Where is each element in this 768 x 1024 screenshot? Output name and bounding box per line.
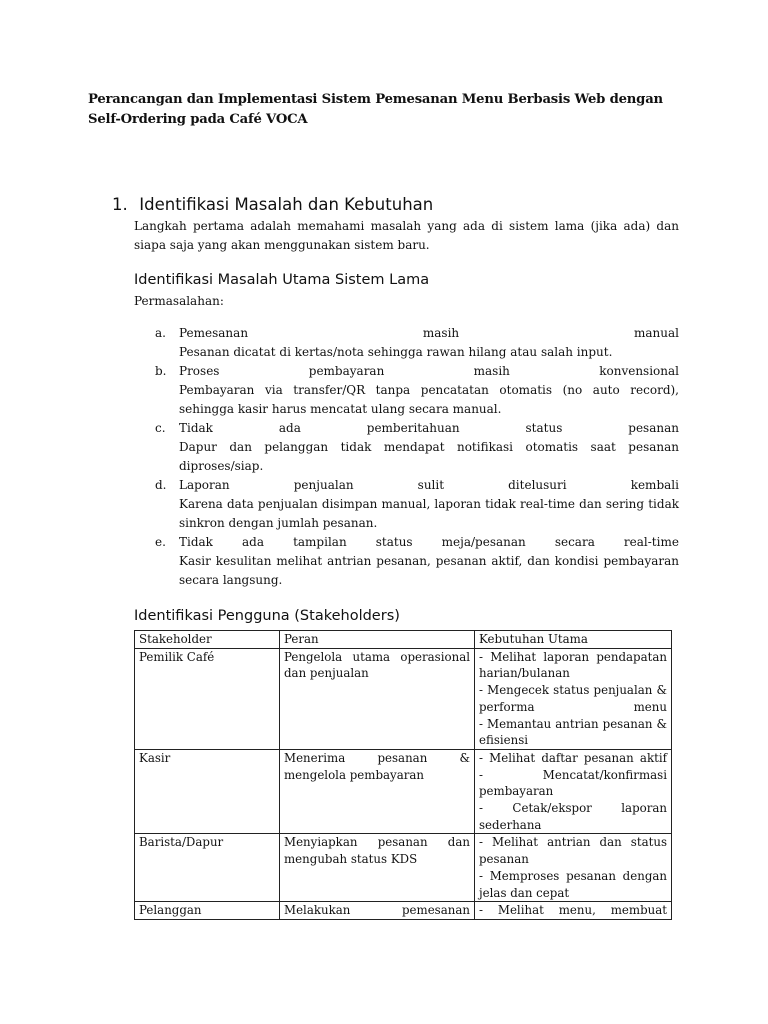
- item-head-word: konvensional: [599, 364, 679, 378]
- item-head-word: penjualan: [293, 478, 354, 492]
- item-head: [179, 324, 679, 343]
- list-marker: b.: [155, 364, 167, 378]
- item-head-word: Tidak: [179, 535, 213, 549]
- cell-line: - Memproses pesanan dengan: [479, 868, 667, 883]
- item-head-word: Laporan: [179, 478, 230, 492]
- list-item: [134, 533, 679, 590]
- document-title: Perancangan dan Implementasi Sistem Pemesanan Menu Berbasis Web dengan Self-Ordering pada Café VOCA: [88, 92, 663, 127]
- stakeholder-table: [134, 630, 672, 920]
- section-intro: Langkah pertama adalah memahami masalah yang ada di sistem lama (jika ada) dan siapa saja yang akan menggunakan sistem baru.: [134, 219, 679, 252]
- cell-line: - Melihat menu, membuat: [479, 903, 667, 918]
- table-row: [135, 834, 672, 902]
- column-header: Peran: [280, 631, 475, 649]
- item-description: Kasir kesulitan melihat antrian pesanan, pesanan aktif, dan kondisi pembayaran secara langsung.: [179, 554, 679, 587]
- item-head-word: meja/pesanan: [441, 535, 526, 549]
- table-header-row: [135, 631, 672, 649]
- cell-line: efisiensi: [479, 733, 529, 748]
- table-row: [135, 749, 672, 834]
- cell-line: - Melihat laporan pendapatan: [479, 649, 667, 664]
- list-item: [134, 476, 679, 533]
- cell-line: mengubah status KDS: [284, 852, 418, 867]
- column-header: Kebutuhan Utama: [475, 631, 672, 649]
- item-head-word: Proses: [179, 364, 220, 378]
- needs-cell: [475, 648, 672, 749]
- item-description: Karena data penjualan disimpan manual, laporan tidak real-time dan sering tidak sinkron dengan jumlah pesanan.: [179, 497, 679, 530]
- item-head: [179, 362, 679, 381]
- cell-line: Pengelola utama operasional: [284, 649, 470, 664]
- cell-line: - Mencatat/konfirmasi: [479, 767, 667, 782]
- list-marker: e.: [155, 535, 166, 549]
- item-head-word: manual: [634, 326, 679, 340]
- role-cell: [280, 902, 475, 920]
- item-head-word: pembayaran: [308, 364, 385, 378]
- section-heading: [112, 194, 433, 216]
- item-head: [179, 419, 679, 438]
- item-head-word: pesanan: [628, 421, 679, 435]
- item-head: [179, 533, 679, 552]
- role-cell: [280, 834, 475, 902]
- cell-line: jelas dan cepat: [479, 885, 570, 900]
- subsection-heading-problems: Identifikasi Masalah Utama Sistem Lama: [134, 272, 430, 288]
- cell-line: performa menu: [479, 699, 667, 714]
- item-head-word: kembali: [630, 478, 679, 492]
- cell-line: pesanan: [479, 852, 529, 867]
- stakeholder-cell: Pelanggan: [135, 902, 280, 920]
- item-head-word: status: [375, 535, 413, 549]
- item-head-word: tampilan: [293, 535, 347, 549]
- cell-line: - Cetak/ekspor laporan: [479, 801, 667, 816]
- cell-line: pembayaran: [479, 784, 554, 799]
- section-number: 1.: [112, 195, 128, 214]
- item-head-word: Pemesanan: [179, 326, 249, 340]
- table-row: [135, 902, 672, 920]
- problems-label: Permasalahan:: [134, 294, 224, 308]
- item-head-word: secara: [554, 535, 595, 549]
- list-marker: d.: [155, 478, 167, 492]
- list-marker: c.: [155, 421, 166, 435]
- list-item: [134, 324, 679, 362]
- cell-line: Menyiapkan pesanan dan: [284, 835, 470, 850]
- item-head-word: masih: [473, 364, 510, 378]
- cell-line: harian/bulanan: [479, 666, 570, 681]
- item-description: Pembayaran via transfer/QR tanpa pencatatan otomatis (no auto record), sehingga kasir harus mencatat ulang secara manual.: [179, 383, 679, 416]
- item-head-word: real-time: [623, 535, 679, 549]
- section-title: Identifikasi Masalah dan Kebutuhan: [139, 195, 434, 214]
- item-head: [179, 476, 679, 495]
- list-item: [134, 362, 679, 419]
- table-row: [135, 648, 672, 749]
- cell-line: - Melihat antrian dan status: [479, 835, 667, 850]
- subsection-heading-stakeholders: Identifikasi Pengguna (Stakeholders): [134, 608, 400, 624]
- cell-line: Melakukan pemesanan: [284, 903, 470, 918]
- item-head-word: sulit: [417, 478, 445, 492]
- item-head-word: ada: [278, 421, 301, 435]
- role-cell: [280, 749, 475, 834]
- needs-cell: [475, 834, 672, 902]
- cell-line: dan penjualan: [284, 666, 369, 681]
- problem-list: [134, 324, 679, 590]
- cell-line: - Melihat daftar pesanan aktif: [479, 750, 667, 765]
- item-head-word: status: [525, 421, 563, 435]
- item-head-word: ditelusuri: [508, 478, 567, 492]
- item-head-word: ada: [242, 535, 265, 549]
- cell-line: sederhana: [479, 817, 542, 832]
- cell-line: mengelola pembayaran: [284, 767, 425, 782]
- list-item: [134, 419, 679, 476]
- item-head-word: masih: [422, 326, 460, 340]
- cell-line: Menerima pesanan &: [284, 750, 470, 765]
- role-cell: [280, 648, 475, 749]
- item-head-word: Tidak: [179, 421, 213, 435]
- item-head-word: pemberitahuan: [366, 421, 460, 435]
- stakeholder-cell: Pemilik Café: [135, 648, 280, 749]
- cell-line: - Memantau antrian pesanan &: [479, 716, 667, 731]
- column-header: Stakeholder: [135, 631, 280, 649]
- item-description: Dapur dan pelanggan tidak mendapat notifikasi otomatis saat pesanan diproses/siap.: [179, 440, 679, 473]
- item-description: Pesanan dicatat di kertas/nota sehingga rawan hilang atau salah input.: [179, 345, 613, 359]
- needs-cell: [475, 749, 672, 834]
- list-marker: a.: [155, 326, 166, 340]
- stakeholder-cell: Barista/Dapur: [135, 834, 280, 902]
- stakeholder-cell: Kasir: [135, 749, 280, 834]
- cell-line: - Mengecek status penjualan &: [479, 683, 667, 698]
- needs-cell: [475, 902, 672, 920]
